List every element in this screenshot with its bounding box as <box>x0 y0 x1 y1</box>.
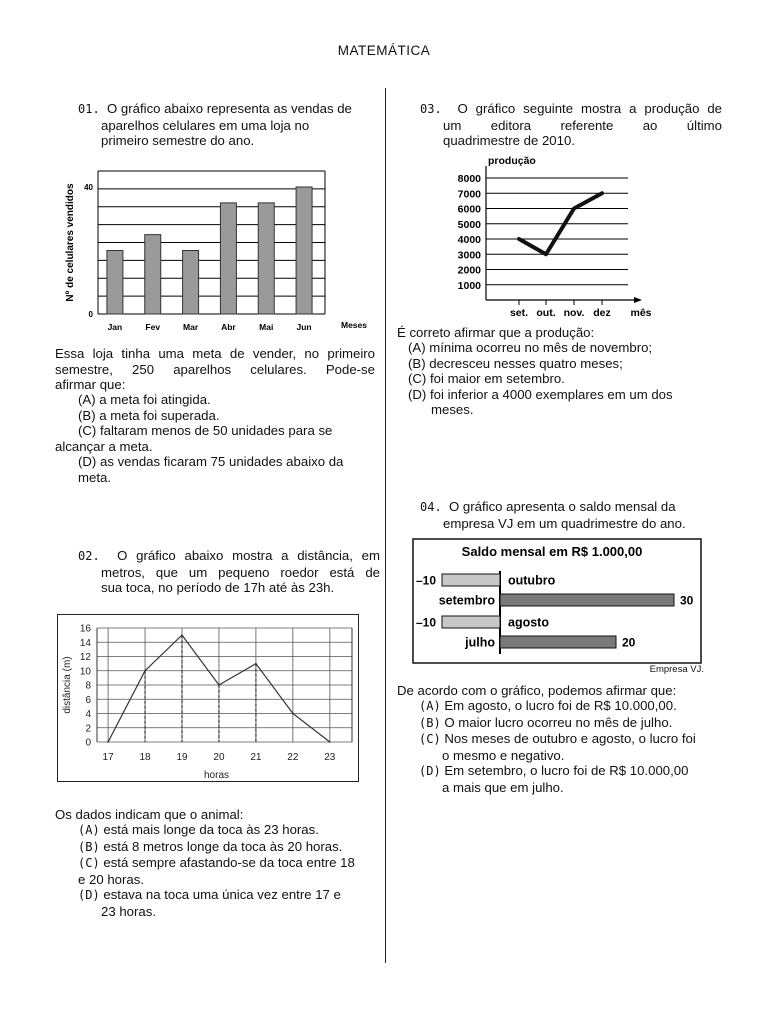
q2-prompt-line: sua toca, no período de 17h até às 23h. <box>101 580 335 595</box>
q1-option-d: (D) as vendas ficaram 75 unidades abaixo da <box>78 454 344 469</box>
q3-option-d-cont: meses. <box>431 402 474 417</box>
data-point <box>545 253 547 255</box>
y-tick-label: 3000 <box>457 249 481 262</box>
q2-options <box>55 822 375 919</box>
q4-option-d: (D) Em setembro, o lucro foi de R$ 10.000,00 <box>419 763 689 778</box>
y-tick-label: 2000 <box>457 264 481 277</box>
x-tick-label: set. <box>509 307 529 319</box>
x-axis-label: horas <box>203 770 230 781</box>
q1-prompt-line: primeiro semestre do ano. <box>101 133 255 148</box>
data-point <box>573 208 575 210</box>
q3-prompt-line: quadrimestre de 2010. <box>443 133 575 148</box>
chart-title: Saldo mensal em R$ 1.000,00 <box>461 544 643 559</box>
column-divider <box>385 88 386 963</box>
bar-fev <box>145 235 161 314</box>
category-label: julho <box>465 635 495 650</box>
x-tick-label: 20 <box>213 752 225 763</box>
y-tick-label: 6 <box>85 694 91 706</box>
data-point <box>329 741 331 743</box>
y-tick-label: 2 <box>85 723 91 735</box>
bar-mar <box>183 251 199 315</box>
bar-outubro <box>442 574 500 586</box>
x-tick-label: 19 <box>176 752 188 763</box>
q1-stem-line: semestre, 250 aparelhos celulares. Pode-se <box>55 361 375 377</box>
q2-option-c: (C) está sempre afastando-se da toca entre 18 <box>78 855 355 870</box>
q4-option-c-cont: o mesmo e negativo. <box>442 747 565 763</box>
x-tick-label: Abr <box>221 322 236 332</box>
x-tick-label: Jan <box>107 322 123 332</box>
y-tick-label: 5000 <box>457 218 481 231</box>
q4-prompt-line: O gráfico apresenta o saldo mensal da <box>449 499 676 514</box>
value-label: 20 <box>622 635 636 650</box>
x-tick-label: dez <box>593 307 611 319</box>
q4-number: 04. <box>420 500 442 514</box>
balance-bar-chart <box>412 538 702 665</box>
data-point <box>255 663 257 665</box>
x-tick-label: 22 <box>287 752 299 763</box>
page-title: MATEMÁTICA <box>337 43 431 58</box>
x-tick-label: 21 <box>250 752 262 763</box>
q1-prompt-line: aparelhos celulares em uma loja no <box>101 117 310 133</box>
q2-option-c-cont: e 20 horas. <box>78 871 144 887</box>
q1-stem-line: Essa loja tinha uma meta de vender, no primeiro <box>55 346 375 361</box>
value-label: –10 <box>415 573 436 588</box>
bar-julho <box>500 636 616 648</box>
data-point <box>181 634 183 636</box>
q2-option-d: (D) estava na toca uma única vez entre 17 e <box>78 887 341 902</box>
q3-prompt-line: um editora referente ao último <box>443 117 722 133</box>
q1-option-c: (C) faltaram menos de 50 unidades para se <box>78 423 333 438</box>
bar-jun <box>296 187 312 314</box>
y-tick-label: 4 <box>85 709 91 720</box>
q1-option-a: (A) a meta foi atingida. <box>78 392 211 407</box>
y-tick-label: 8000 <box>457 173 481 185</box>
data-point <box>107 741 109 743</box>
category-label: setembro <box>438 593 495 608</box>
q4-prompt <box>420 499 720 531</box>
q1-prompt <box>78 101 378 149</box>
x-tick-label: 23 <box>324 752 336 763</box>
y-tick-label: 8 <box>85 680 91 692</box>
q3-option-c: (C) foi maior em setembro. <box>408 371 565 386</box>
q4-option-b: (B) O maior lucro ocorreu no mês de julho. <box>419 714 673 730</box>
x-tick-label: nov. <box>563 307 585 319</box>
x-tick-label: 18 <box>139 752 151 763</box>
distance-line-chart <box>57 614 359 782</box>
value-label: –10 <box>415 615 436 630</box>
x-axis-arrow <box>634 297 642 303</box>
q4-prompt-line: empresa VJ em um quadrimestre do ano. <box>443 515 686 531</box>
category-label: agosto <box>508 615 549 630</box>
y-axis-label: produção <box>488 155 536 167</box>
y-axis-label: distância (m) <box>62 656 73 714</box>
x-tick-label: 17 <box>102 752 114 763</box>
y-tick-label: 1000 <box>457 279 481 292</box>
bar-mai <box>258 203 274 314</box>
q3-option-d: (D) foi inferior a 4000 exemplares em um dos <box>408 386 673 402</box>
q2-number: 02. <box>78 549 100 563</box>
bar-jan <box>107 251 123 315</box>
y-tick-label: 0 <box>85 737 91 749</box>
y-tick-label: 16 <box>79 623 91 635</box>
q4-stem: De acordo com o gráfico, podemos afirmar que: <box>397 683 677 698</box>
q3-options <box>397 340 727 418</box>
production-line-chart <box>452 152 662 320</box>
q2-option-a: (A) está mais longe da toca às 23 horas. <box>78 822 319 837</box>
value-label: 30 <box>680 593 694 608</box>
x-tick-label: Fev <box>145 322 161 332</box>
q4-option-a: (A) Em agosto, o lucro foi de R$ 10.000,00. <box>419 698 677 713</box>
data-point <box>144 670 146 672</box>
y-tick-label: 0 <box>88 310 93 319</box>
data-point <box>218 684 220 686</box>
q2-prompt-line: metros, que um pequeno roedor está de <box>101 564 380 580</box>
y-tick-label: 12 <box>79 652 91 663</box>
q2-prompt-line: O gráfico abaixo mostra a distância, em <box>117 548 380 563</box>
q2-option-b: (B) está 8 metros longe da toca às 20 horas. <box>78 838 343 854</box>
y-tick-label: 4000 <box>457 234 481 246</box>
q1-option-b: (B) a meta foi superada. <box>78 407 220 423</box>
y-tick-label: 40 <box>84 183 93 192</box>
y-tick-label: 7000 <box>457 188 481 201</box>
x-tick-label: Mai <box>259 322 274 332</box>
bar-setembro <box>500 594 674 606</box>
q4-options <box>397 698 727 795</box>
q3-prompt-line: O gráfico seguinte mostra a produção de <box>457 101 722 116</box>
q3-stem: É correto afirmar que a produção: <box>397 325 595 340</box>
q4-option-d-cont: a mais que em julho. <box>442 779 564 795</box>
category-label: outubro <box>508 573 556 588</box>
y-tick-label: 10 <box>79 666 91 678</box>
q3-option-a: (A) mínima ocorreu no mês de novembro; <box>408 340 653 355</box>
y-axis-label: Nº de celulares vendidos <box>65 183 76 302</box>
x-axis-label: mês <box>630 307 652 319</box>
q4-option-c: (C) Nos meses de outubro e agosto, o lucro foi <box>419 731 696 746</box>
x-axis-label: Meses <box>341 320 367 330</box>
y-tick-label: 6000 <box>457 203 481 216</box>
bar-agosto <box>442 616 500 628</box>
q1-stem <box>55 346 375 393</box>
data-point <box>601 192 603 194</box>
q3-prompt <box>420 101 722 149</box>
q1-options <box>55 392 375 485</box>
data-point <box>292 713 294 715</box>
x-tick-label: Mar <box>183 322 199 332</box>
q1-option-c-cont: alcançar a meta. <box>55 438 153 454</box>
q2-prompt <box>78 548 380 596</box>
q2-stem: Os dados indicam que o animal: <box>55 807 244 822</box>
sales-bar-chart <box>58 165 373 335</box>
chart-source: Empresa VJ. <box>649 664 704 675</box>
data-point <box>518 238 520 240</box>
q1-number: 01. <box>78 102 100 116</box>
q2-option-d-cont: 23 horas. <box>101 903 156 919</box>
q1-option-d-cont: meta. <box>78 469 111 485</box>
y-tick-label: 14 <box>79 637 91 649</box>
q1-stem-line: afirmar que: <box>55 377 126 392</box>
q3-option-b: (B) decresceu nesses quatro meses; <box>408 355 623 371</box>
q3-number: 03. <box>420 102 442 116</box>
x-tick-label: out. <box>536 307 556 319</box>
bar-abr <box>220 203 236 314</box>
q1-prompt-line: O gráfico abaixo representa as vendas de <box>107 101 352 116</box>
x-tick-label: Jun <box>296 322 312 332</box>
